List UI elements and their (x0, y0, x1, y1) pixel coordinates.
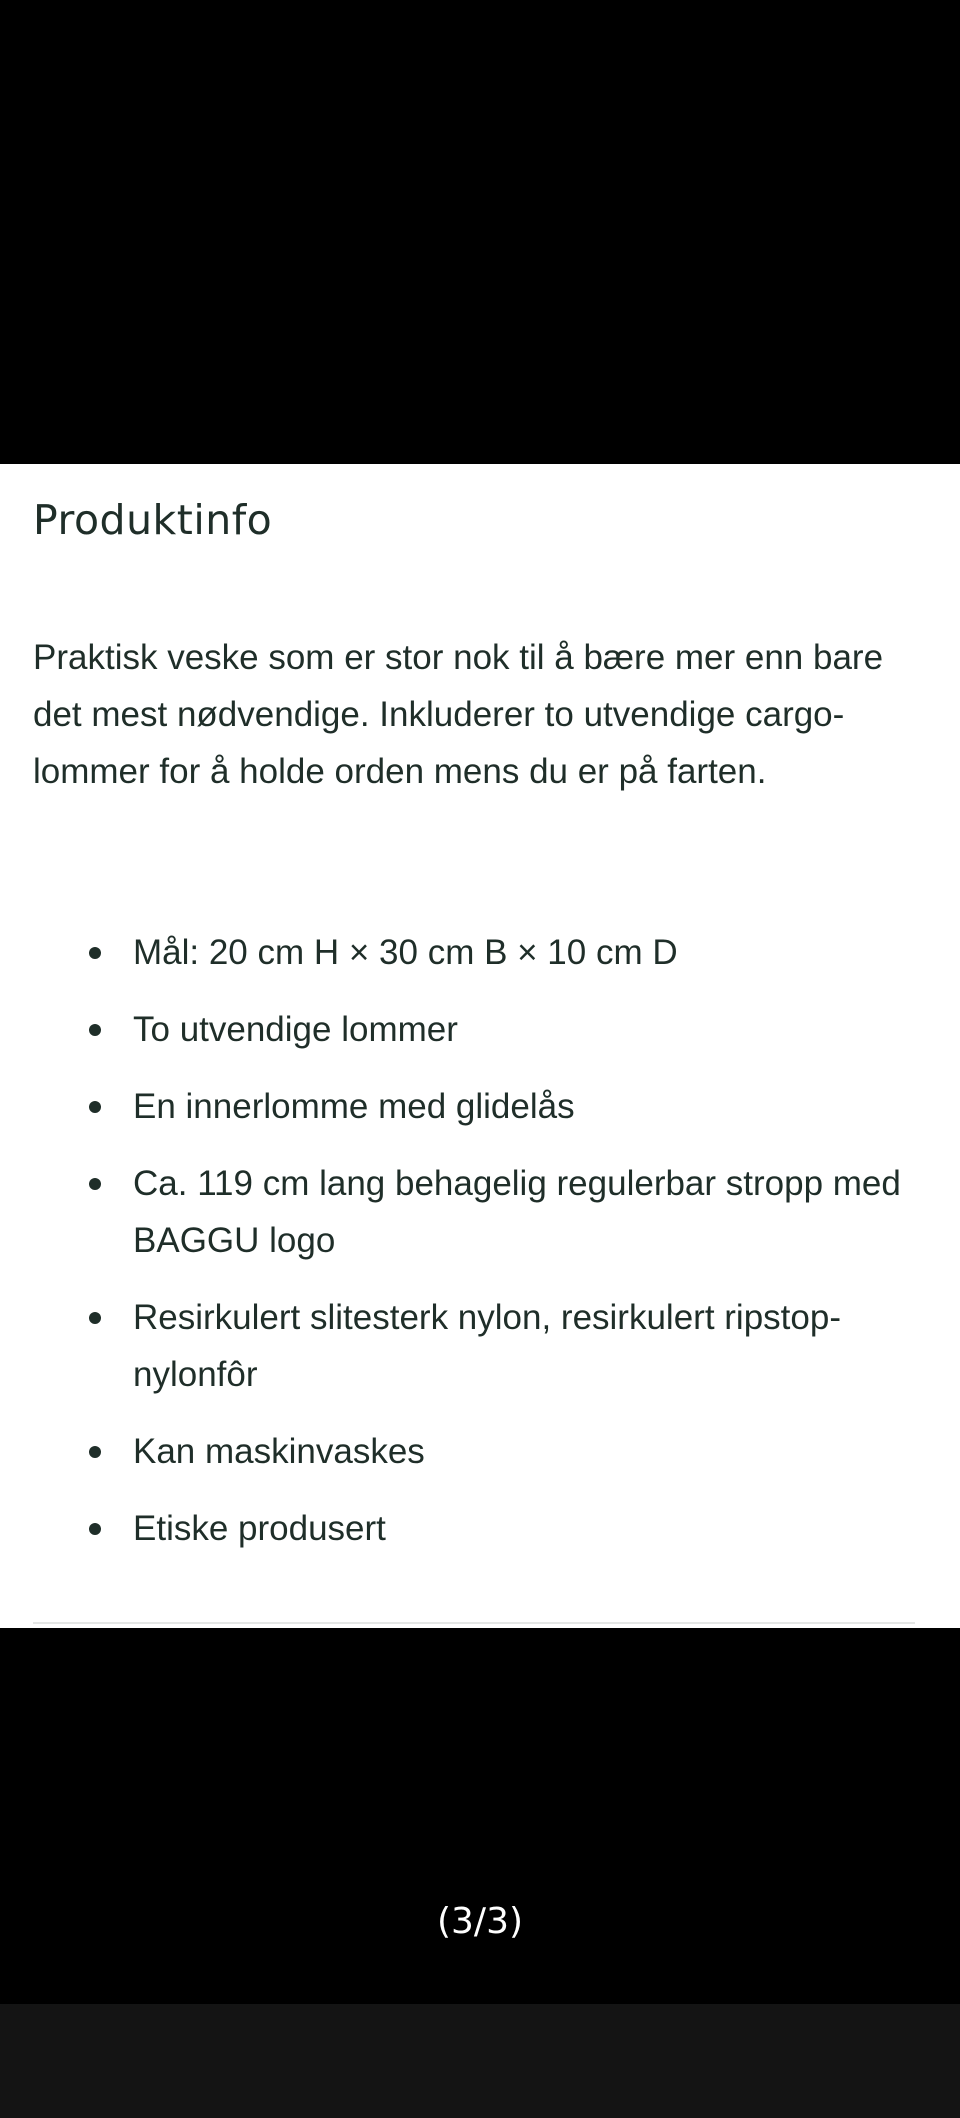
divider (33, 1622, 915, 1624)
feature-list (33, 924, 923, 1577)
product-description: Praktisk veske som er stor nok til å bære mer enn bare det mest nødvendige. Inkluderer to utvendige cargo-lommer for å holde orden mens du er på farten. (33, 638, 884, 791)
system-navigation-bar (0, 2004, 960, 2118)
feature-item-washable: Kan maskinvaskes (33, 1423, 923, 1480)
product-info-title: Produktinfo (33, 496, 273, 544)
feature-item-inner-pocket: En innerlomme med glidelås (33, 1078, 923, 1135)
image-viewer-bottom-backdrop[interactable] (0, 1628, 960, 2004)
feature-item-strap: Ca. 119 cm lang behagelig regulerbar stropp med BAGGU logo (33, 1155, 923, 1269)
feature-item-ethical: Etiske produsert (33, 1500, 923, 1557)
image-viewer-top-backdrop[interactable] (0, 0, 960, 464)
feature-item-pockets: To utvendige lommer (33, 1001, 923, 1058)
feature-item-dimensions: Mål: 20 cm H × 30 cm B × 10 cm D (33, 924, 923, 981)
feature-item-material: Resirkulert slitesterk nylon, resirkulert ripstop-nylonfôr (33, 1289, 923, 1403)
image-counter: (3/3) (436, 1901, 524, 1942)
product-info-card (0, 464, 960, 1628)
